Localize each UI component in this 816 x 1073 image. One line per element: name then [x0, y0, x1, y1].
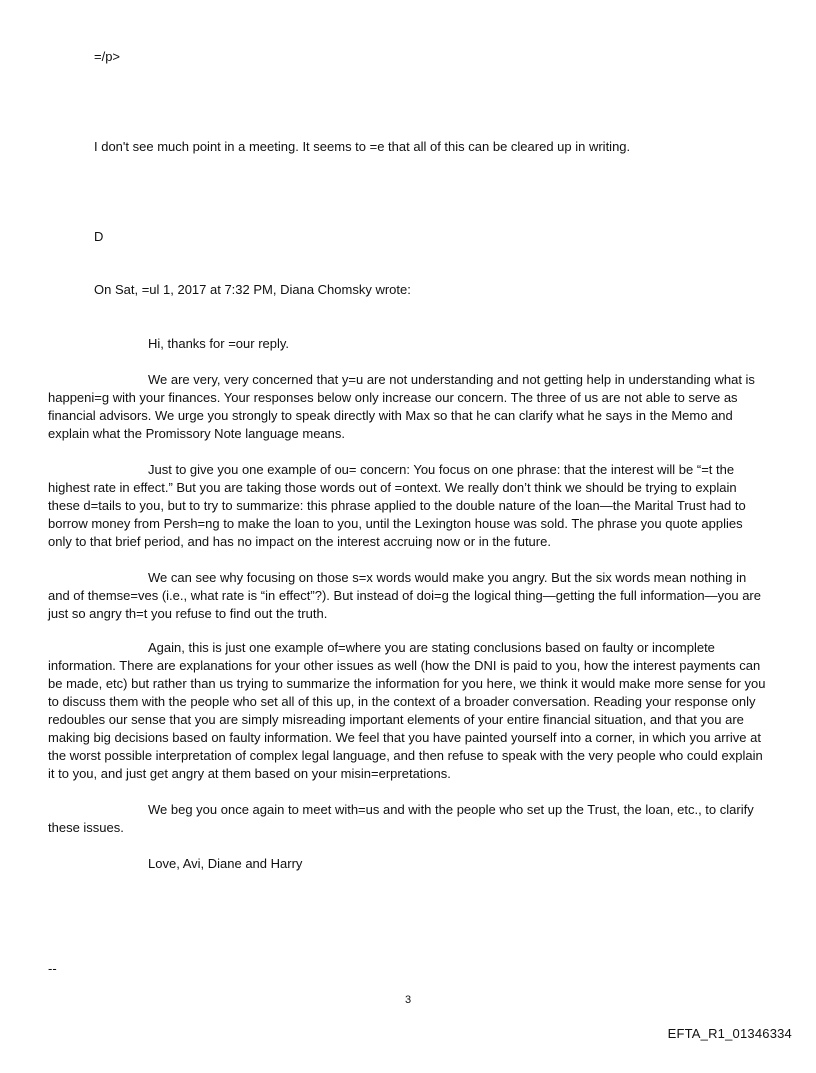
quoted-paragraph-6: [0, 801, 816, 837]
quoted-paragraph-3-text: Just to give you one example of ou= concern: You focus on one phrase: that the interest will be “=t the highest rate in effect.” But you are taking those words out of =ontext. We really don’t think we should be trying to explain these d=tails to you, but to try to summarize: this phrase applied to the double nature of the loan—the Marital Trust had to borrow money from Persh=ng to make the loan to you, until the Lexington house was sold. The phrase you quote applies only to that brief period, and has no impact on the interest accruing now or in the future.: [48, 462, 746, 549]
quoted-paragraph-4: [0, 569, 816, 623]
quoted-closing-text: Love, Avi, Diane and Harry: [148, 856, 303, 871]
bates-number: EFTA_R1_01346334: [667, 1026, 792, 1041]
stray-html-tag-text: =/p>: [94, 49, 121, 64]
trailing-dashes: [0, 962, 816, 976]
quoted-paragraph-4-text: We can see why focusing on those s=x words would make you angry. But the six words mean nothing in and of themse=ves (i.e., what rate is “in effect”?). But instead of doi=g the logical thing—getting the full information—you are just so angry th=t you refuse to find out the truth.: [48, 570, 761, 621]
quoted-paragraph-3: [0, 461, 816, 551]
signature-block: [0, 228, 816, 246]
quote-attribution-text: On Sat, =ul 1, 2017 at 7:32 PM, Diana Chomsky wrote:: [94, 282, 411, 297]
quoted-paragraph-5: [0, 639, 816, 783]
quoted-paragraph-6-text: We beg you once again to meet with=us and with the people who set up the Trust, the loan, etc., to clarify these issues.: [48, 802, 754, 835]
intro-paragraph-text: I don't see much point in a meeting. It seems to =e that all of this can be cleared up in writing.: [94, 139, 631, 154]
intro-paragraph: [0, 138, 816, 156]
quote-attribution-line: [0, 281, 816, 299]
quoted-paragraph-2-text: We are very, very concerned that y=u are not understanding and not getting help in understanding what is happeni=g with your finances. Your responses below only increase our concern. The three of us are not able to serve as financial advisors. We urge you strongly to speak directly with Max so that he can clarify what he says in the Memo and explain what the Promissory Note language means.: [48, 372, 755, 441]
stray-html-tag-line: [0, 48, 816, 66]
quoted-paragraph-1: [0, 335, 816, 353]
quoted-paragraph-1-text: Hi, thanks for =our reply.: [148, 336, 290, 351]
quoted-closing: [0, 855, 816, 873]
signature-initial-text: D: [94, 229, 104, 244]
trailing-dashes-text: --: [48, 961, 57, 976]
quoted-paragraph-5-text: Again, this is just one example of=where you are stating conclusions based on faulty or incomplete information. There are explanations for your other issues as well (how the DNI is paid to you, how the interest payments can be made, etc) but rather than us trying to summarize the information for you here, we think it would make more sense for you to discuss them with the people who set all of this up, in the context of a broader conversation. Reading your response only redoubles our sense that you are simply misreading important elements of your entire financial situation, and that you are making big decisions based on faulty information. We feel that you have painted yourself into a corner, in which you arrive at the worst possible interpretation of complex legal language, and then refuse to speak with the very people who could explain it to you, and just get angry at them based on your misin=erpretations.: [48, 640, 766, 781]
page-number: 3: [404, 994, 412, 1006]
quoted-paragraph-2: [0, 371, 816, 443]
